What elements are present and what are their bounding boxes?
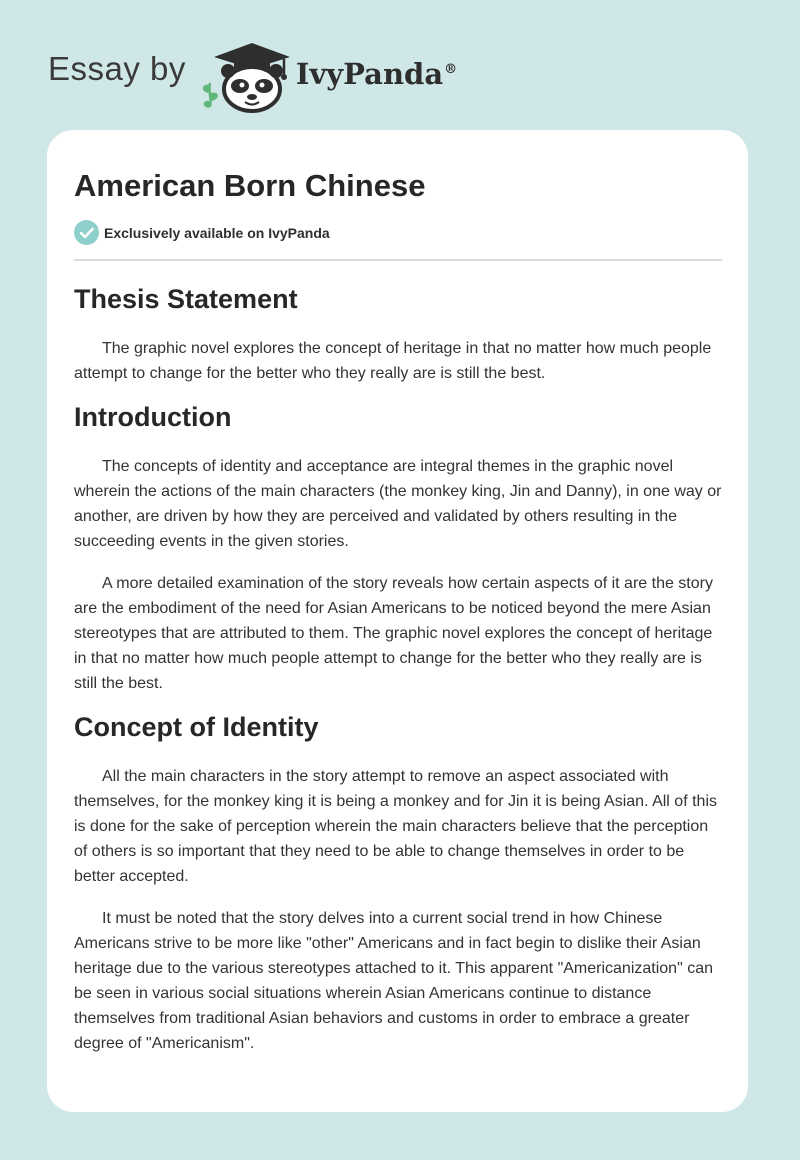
section-heading-introduction: Introduction (74, 402, 232, 432)
page-title: American Born Chinese (74, 168, 426, 203)
paragraph: The graphic novel explores the concept of heritage in that no matter how much people attempt to change for the better who they really are is still the best. (74, 340, 712, 382)
paragraph: The concepts of identity and acceptance are integral themes in the graphic novel wherein the actions of the main characters (the monkey king, Jin and Danny), in one way or another, are driven by how they are perceived and validated by others resulting in the succeeding events in the given stories. (74, 458, 722, 550)
paragraph: All the main characters in the story attempt to remove an aspect associated with themselves, for the monkey king it is being a monkey and for Jin it is being Asian. All of this is done for the sake of perception wherein the main characters believe that the perception of others is so important that they need to be able to change themselves in order to be better accepted. (74, 768, 717, 885)
essay-by-label: Essay by (48, 50, 186, 87)
divider (74, 259, 722, 261)
brand-name[interactable]: IvyPanda® (295, 57, 458, 91)
site-header (48, 36, 457, 116)
paragraph: It must be noted that the story delves into a current social trend in how Chinese Americans strive to be more like "other" Americans and in fact begin to dislike their Asian heritage due to the various stereotypes attached to it. This apparent "Americanization" can be seen in various social situations wherein Asian Americans continue to distance themselves from traditional Asian behaviors and customs in order to embrace a greater degree of "Americanism". (74, 910, 713, 1052)
check-circle-icon (74, 220, 99, 245)
section-heading-thesis: Thesis Statement (74, 284, 298, 314)
paragraph: A more detailed examination of the story reveals how certain aspects of it are the story are the embodiment of the need for Asian Americans to be noticed beyond the mere Asian stereotypes that are attributed to them. The graphic novel explores the concept of heritage in that no matter how much people attempt to change for the better who they really are is still the best. (74, 575, 713, 692)
section-heading-concept-of-identity: Concept of Identity (74, 712, 319, 742)
exclusive-badge (74, 220, 722, 245)
exclusive-badge-label: Exclusively available on IvyPanda (104, 224, 330, 241)
panda-graduate-icon[interactable] (200, 39, 292, 113)
essay-card (47, 130, 748, 1112)
